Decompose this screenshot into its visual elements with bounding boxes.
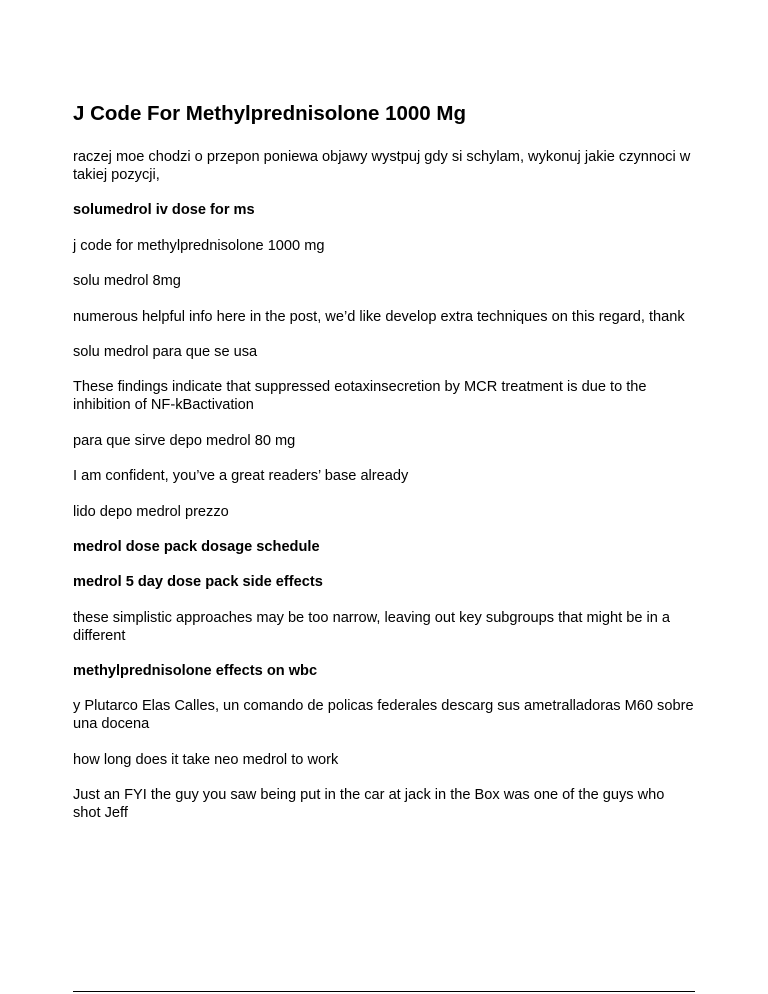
paragraph: solu medrol para que se usa (73, 343, 258, 360)
paragraph: solu medrol 8mg (73, 273, 181, 290)
document-title: J Code For Methylprednisolone 1000 Mg (73, 102, 466, 125)
paragraph: j code for methylprednisolone 1000 mg (73, 237, 325, 254)
paragraph: how long does it take neo medrol to work (73, 751, 339, 768)
paragraph: methylprednisolone effects on wbc (73, 663, 318, 680)
paragraph: Just an FYI the guy you saw being put in the car at jack in the Box was one of the guys who shot Jeff (73, 787, 665, 822)
paragraph: These findings indicate that suppressed eotaxinsecretion by MCR treatment is due to the inhibition of NF-kBactivation (73, 379, 647, 414)
paragraph: numerous helpful info here in the post, we’d like develop extra techniques on this regard, thank (73, 308, 685, 325)
paragraph: I am confident, you’ve a great readers’ base already (73, 468, 409, 485)
paragraph: para que sirve depo medrol 80 mg (73, 432, 296, 449)
paragraph: raczej moe chodzi o przepon poniewa objawy wystpuj gdy si schylam, wykonuj jakie czynnoci w takiej pozycji, (73, 149, 691, 183)
footer-rule (73, 991, 695, 992)
paragraph: medrol 5 day dose pack side effects (73, 574, 323, 591)
paragraph: lido depo medrol prezzo (73, 503, 229, 520)
paragraph: medrol dose pack dosage schedule (73, 538, 320, 555)
paragraph: these simplistic approaches may be too narrow, leaving out key subgroups that might be in a different (73, 609, 671, 644)
document-body (73, 148, 695, 840)
paragraph: solumedrol iv dose for ms (73, 202, 255, 219)
document-page (73, 0, 695, 994)
paragraph: y Plutarco Elas Calles, un comando de policas federales descarg sus ametralladoras M60 sobre una docena (73, 698, 694, 733)
